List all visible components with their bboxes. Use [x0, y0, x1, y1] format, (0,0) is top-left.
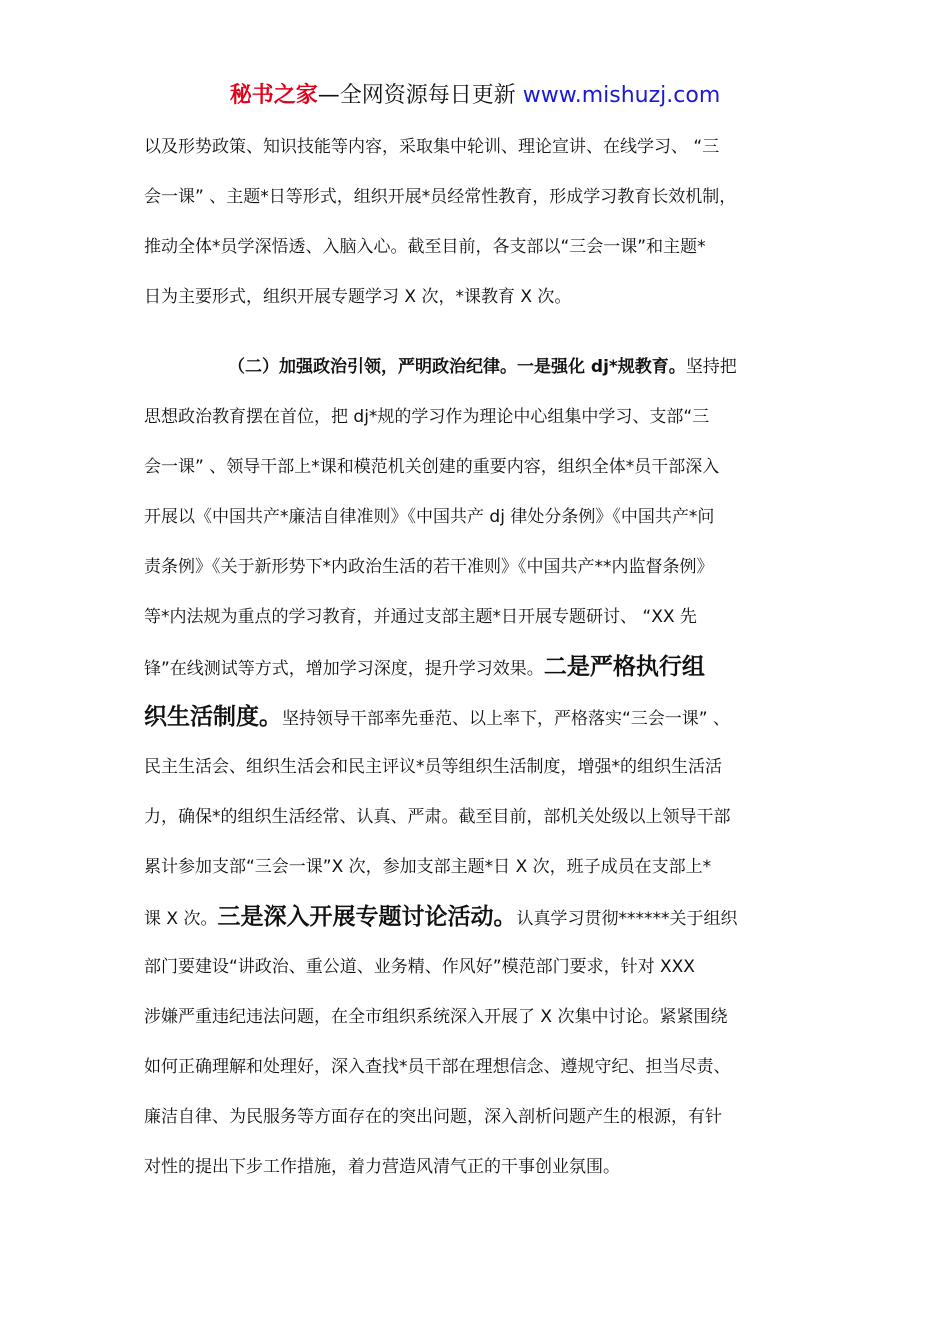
text-line: 等*内法规为重点的学习教育，并通过支部主题*日开展专题研讨、 “XX 先 [144, 607, 697, 627]
text-line: 会一课” 、主题*日等形式，组织开展*员经常性教育，形成学习教育长效机制， [144, 187, 737, 207]
text-line: 日为主要形式，组织开展专题学习 X 次，*课教育 X 次。 [144, 287, 572, 307]
site-url-link[interactable]: www.mishuzj.com [522, 83, 721, 108]
text-line: 累计参加支部“三会一课”X 次，参加支部主题*日 X 次，班子成员在支部上* [144, 857, 712, 877]
text-line: 民主生活会、组织生活会和民主评议*员等组织生活制度，增强*的组织生活活 [144, 757, 722, 777]
text-line: 部门要建设“讲政治、重公道、业务精、作风好”模范部门要求，针对 XXX [144, 957, 695, 977]
text-line: 思想政治教育摆在首位，把 dj*规的学习作为理论中心组集中学习、支部“三 [144, 407, 710, 427]
text-line: 开展以《中国共产*廉洁自律准则》《中国共产 dj 律处分条例》《中国共产*问 [144, 507, 715, 527]
text-run: 认真学习贯彻******关于组织 [516, 909, 738, 929]
text-line [144, 902, 737, 934]
point-heading: 二是严格执行组 [543, 654, 705, 680]
text-line: 涉嫌严重违纪违法问题，在全市组织系统深入开展了 X 次集中讨论。紧紧围绕 [144, 1007, 728, 1027]
text-line: 推动全体*员学深悟透、入脑入心。截至目前，各支部以“三会一课”和主题* [144, 237, 706, 257]
text-line: 对性的提出下步工作措施，着力营造风清气正的干事创业氛围。 [144, 1157, 620, 1177]
point-heading: 三是深入开展专题讨论活动。 [217, 904, 517, 930]
text-run: 课 X 次。 [144, 909, 218, 929]
text-run: 坚持把 [685, 357, 737, 377]
text-line: 廉洁自律、为民服务等方面存在的突出问题，深入剖析问题产生的根源，有针 [144, 1107, 722, 1127]
text-line: 会一课” 、领导干部上*课和模范机关创建的重要内容，组织全体*员干部深入 [144, 457, 720, 477]
site-tagline: —全网资源每日更新 [317, 83, 523, 108]
text-run: 锋”在线测试等方式，增加学习深度，提升学习效果。 [144, 659, 544, 679]
site-brand: 秘书之家 [229, 83, 318, 108]
text-line [144, 652, 705, 684]
section-heading-line [228, 352, 737, 382]
text-line: 力，确保*的组织生活经常、认真、严肃。截至目前，部机关处级以上领导干部 [144, 807, 731, 827]
text-line: 责条例》《关于新形势下*内政治生活的若干准则》《中国共产**内监督条例》 [144, 557, 714, 577]
text-line: 如何正确理解和处理好，深入查找*员干部在理想信念、遵规守纪、担当尽责、 [144, 1057, 731, 1077]
text-line [144, 702, 730, 734]
section-heading: （二）加强政治引领，严明政治纪律。一是强化 dj*规教育。 [228, 357, 686, 377]
point-heading: 织生活制度。 [144, 704, 282, 730]
text-line: 以及形势政策、知识技能等内容，采取集中轮训、理论宣讲、在线学习、 “三 [144, 137, 720, 157]
text-run: 坚持领导干部率先垂范、以上率下，严格落实“三会一课” 、 [282, 709, 731, 729]
site-header [0, 80, 950, 112]
